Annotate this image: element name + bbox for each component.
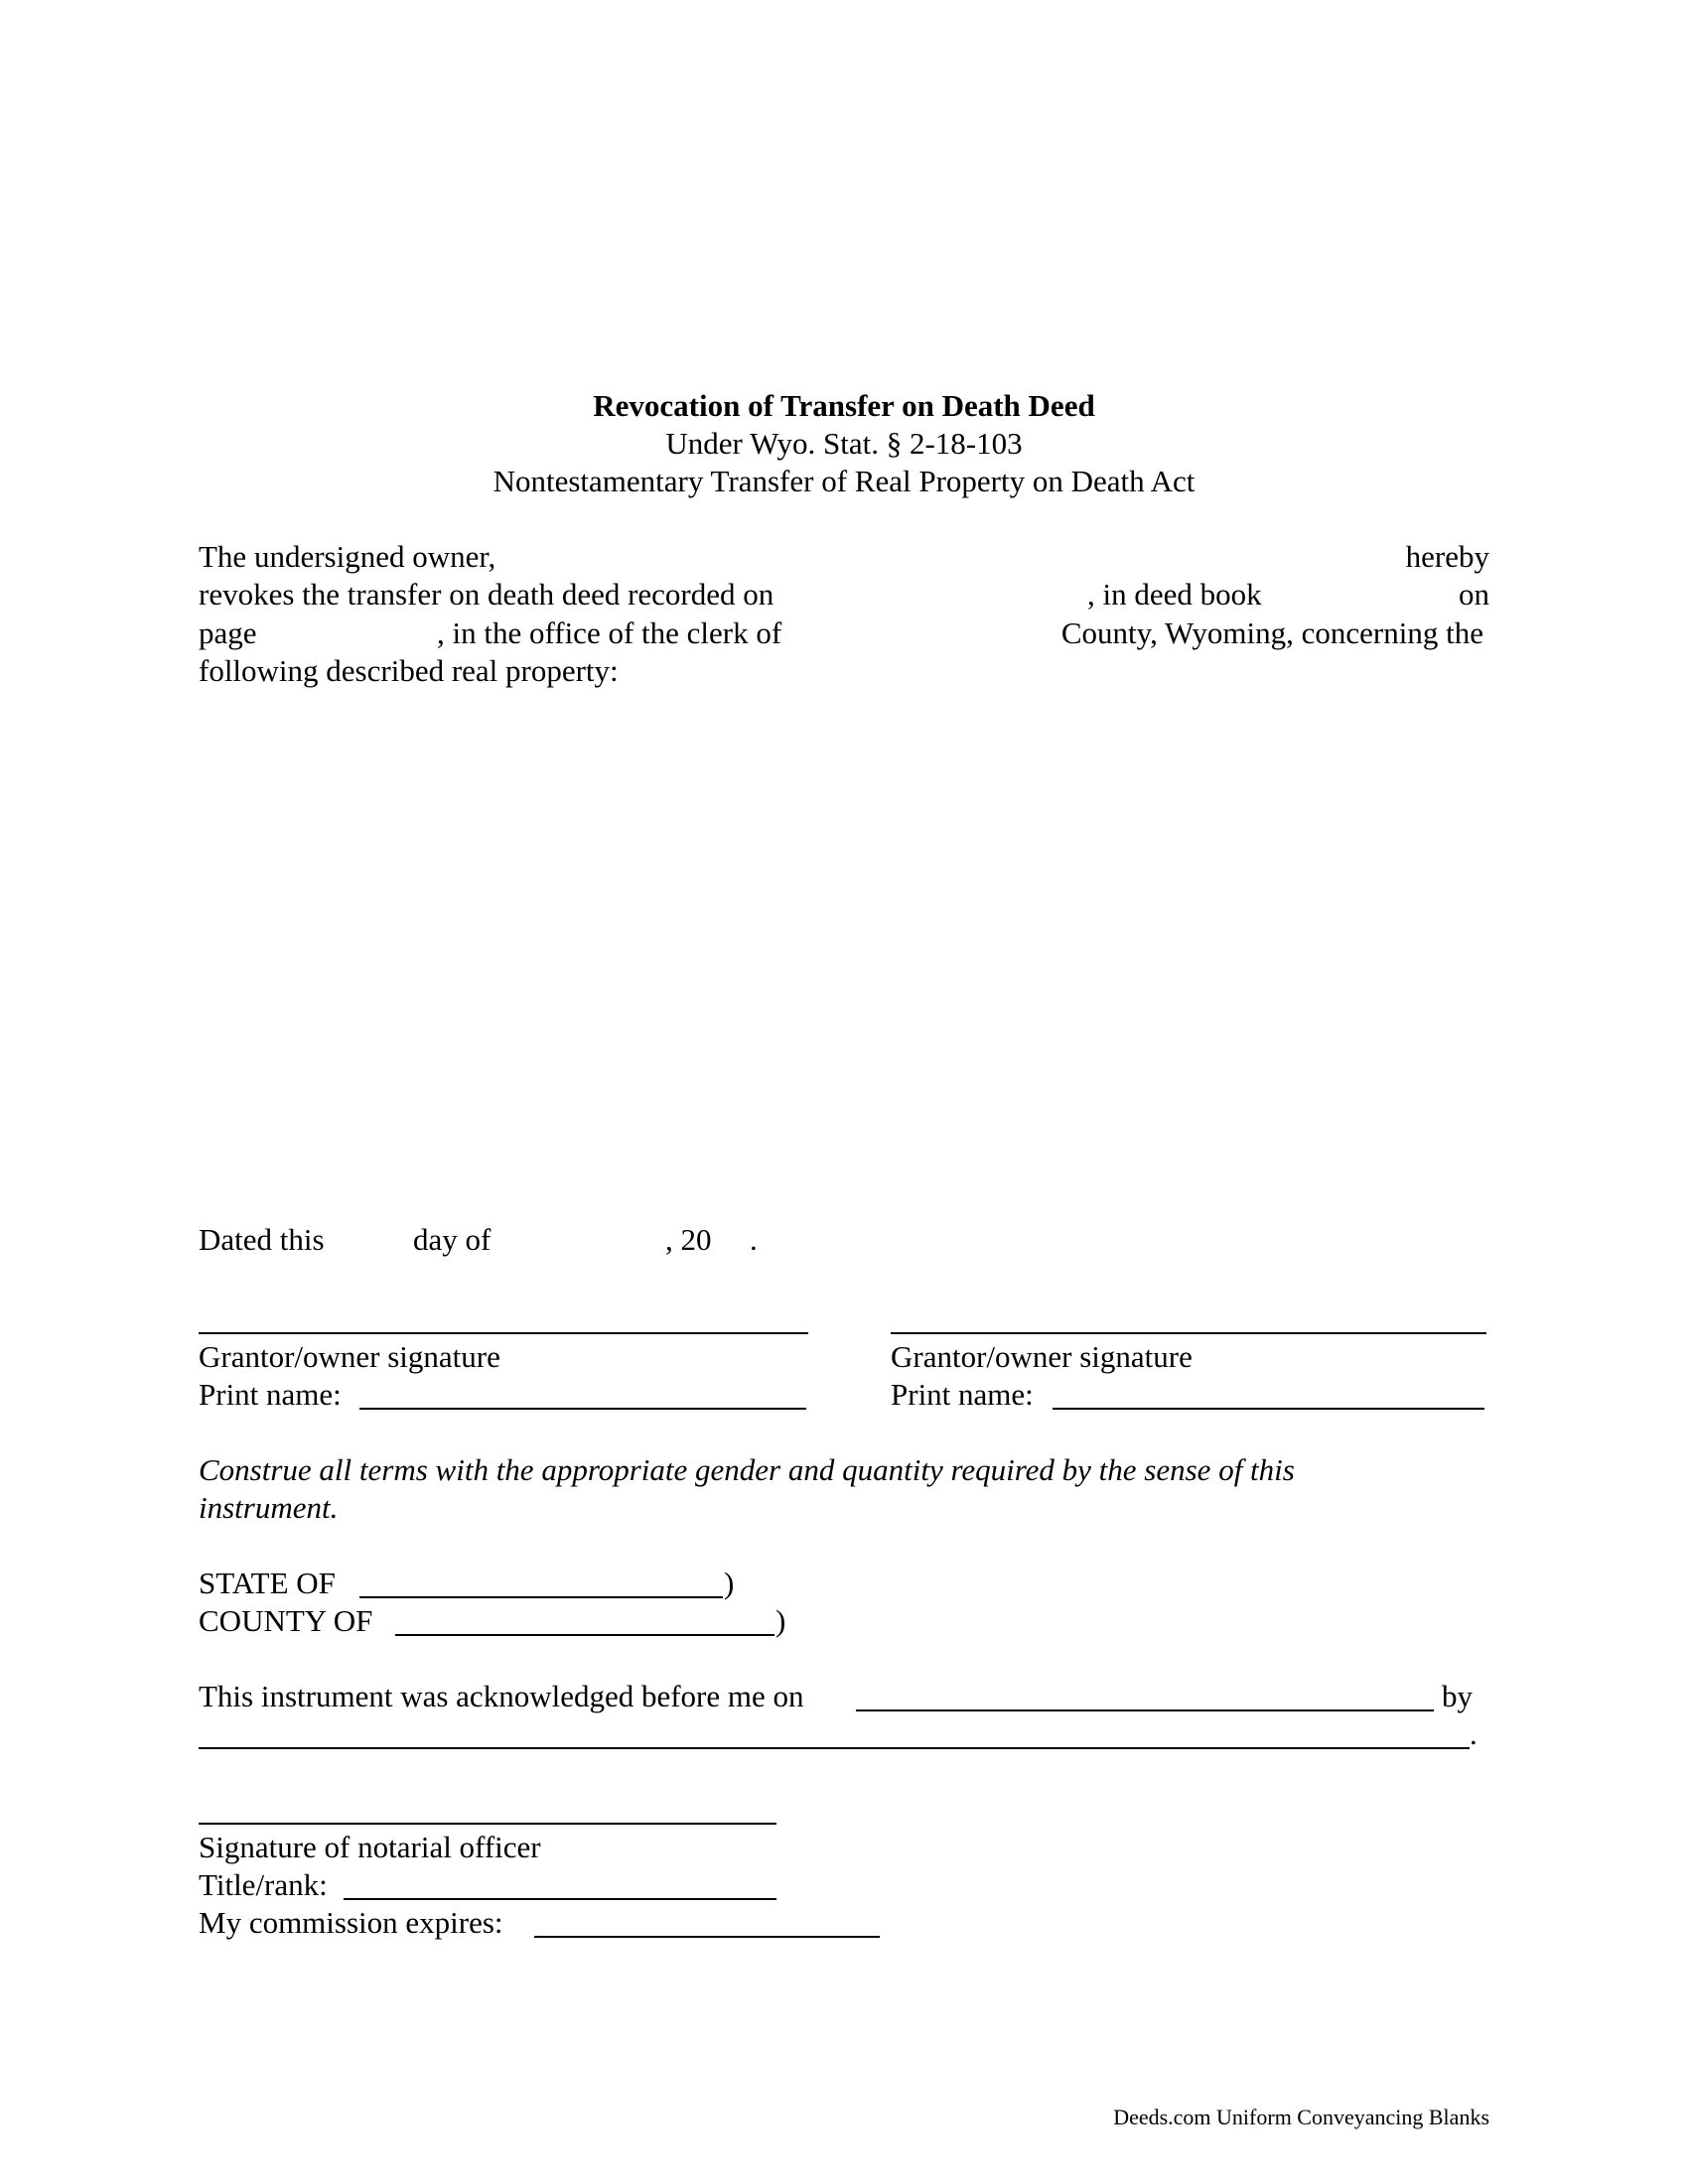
notary-signature-label: Signature of notarial officer bbox=[199, 1830, 541, 1864]
body-line2-deed-book: , in deed book bbox=[1087, 577, 1262, 612]
ack-date-line[interactable] bbox=[856, 1709, 1434, 1711]
commission-expires-line[interactable] bbox=[534, 1936, 880, 1938]
dated-label: Dated this bbox=[199, 1222, 325, 1257]
state-of-paren: ) bbox=[724, 1566, 735, 1600]
dated-period: . bbox=[750, 1222, 758, 1257]
print-name-label-right: Print name: bbox=[891, 1377, 1034, 1412]
body-line2-start: revokes the transfer on death deed recorded on bbox=[199, 577, 774, 612]
grantor-signature-line-right[interactable] bbox=[891, 1332, 1486, 1334]
grantor-signature-label-right: Grantor/owner signature bbox=[891, 1339, 1193, 1374]
statute-reference: Under Wyo. Stat. § 2-18-103 bbox=[665, 426, 1023, 461]
grantor-signature-label-left: Grantor/owner signature bbox=[199, 1339, 500, 1374]
body-line2-end: on bbox=[1459, 577, 1489, 612]
body-line1-start: The undersigned owner, bbox=[199, 539, 496, 574]
body-line4: following described real property: bbox=[199, 653, 619, 688]
construe-line1: Construe all terms with the appropriate gender and quantity required by the sense of this bbox=[199, 1452, 1295, 1487]
ack-label: This instrument was acknowledged before me on bbox=[199, 1679, 804, 1713]
print-name-line-left[interactable] bbox=[359, 1408, 806, 1410]
dated-year: , 20 bbox=[665, 1222, 712, 1257]
body-line3-clerk: , in the office of the clerk of bbox=[437, 615, 782, 650]
document-title: Revocation of Transfer on Death Deed bbox=[593, 388, 1095, 423]
footer-brand: Deeds.com Uniform Conveyancing Blanks bbox=[1113, 2105, 1489, 2129]
ack-name-line[interactable] bbox=[199, 1747, 1470, 1749]
act-name: Nontestamentary Transfer of Real Property on Death Act bbox=[492, 464, 1196, 498]
state-of-label: STATE OF bbox=[199, 1566, 336, 1600]
body-line1-end: hereby bbox=[1405, 539, 1489, 574]
county-of-label: COUNTY OF bbox=[199, 1603, 373, 1638]
notary-signature-line[interactable] bbox=[199, 1823, 776, 1825]
state-of-line[interactable] bbox=[359, 1596, 723, 1598]
commission-expires-label: My commission expires: bbox=[199, 1905, 503, 1940]
notary-title-label: Title/rank: bbox=[199, 1867, 328, 1902]
print-name-line-right[interactable] bbox=[1053, 1408, 1484, 1410]
notary-title-line[interactable] bbox=[344, 1898, 776, 1900]
ack-by: by bbox=[1442, 1679, 1473, 1713]
county-of-line[interactable] bbox=[395, 1634, 774, 1636]
body-line3-county: County, Wyoming, concerning the bbox=[1060, 615, 1483, 650]
print-name-label-left: Print name: bbox=[199, 1377, 342, 1412]
body-line3-page: page bbox=[199, 615, 257, 650]
construe-line2: instrument. bbox=[199, 1490, 339, 1525]
ack-period: . bbox=[1470, 1716, 1477, 1751]
dated-day-of: day of bbox=[413, 1222, 492, 1257]
county-of-paren: ) bbox=[775, 1603, 786, 1638]
grantor-signature-line-left[interactable] bbox=[199, 1332, 808, 1334]
